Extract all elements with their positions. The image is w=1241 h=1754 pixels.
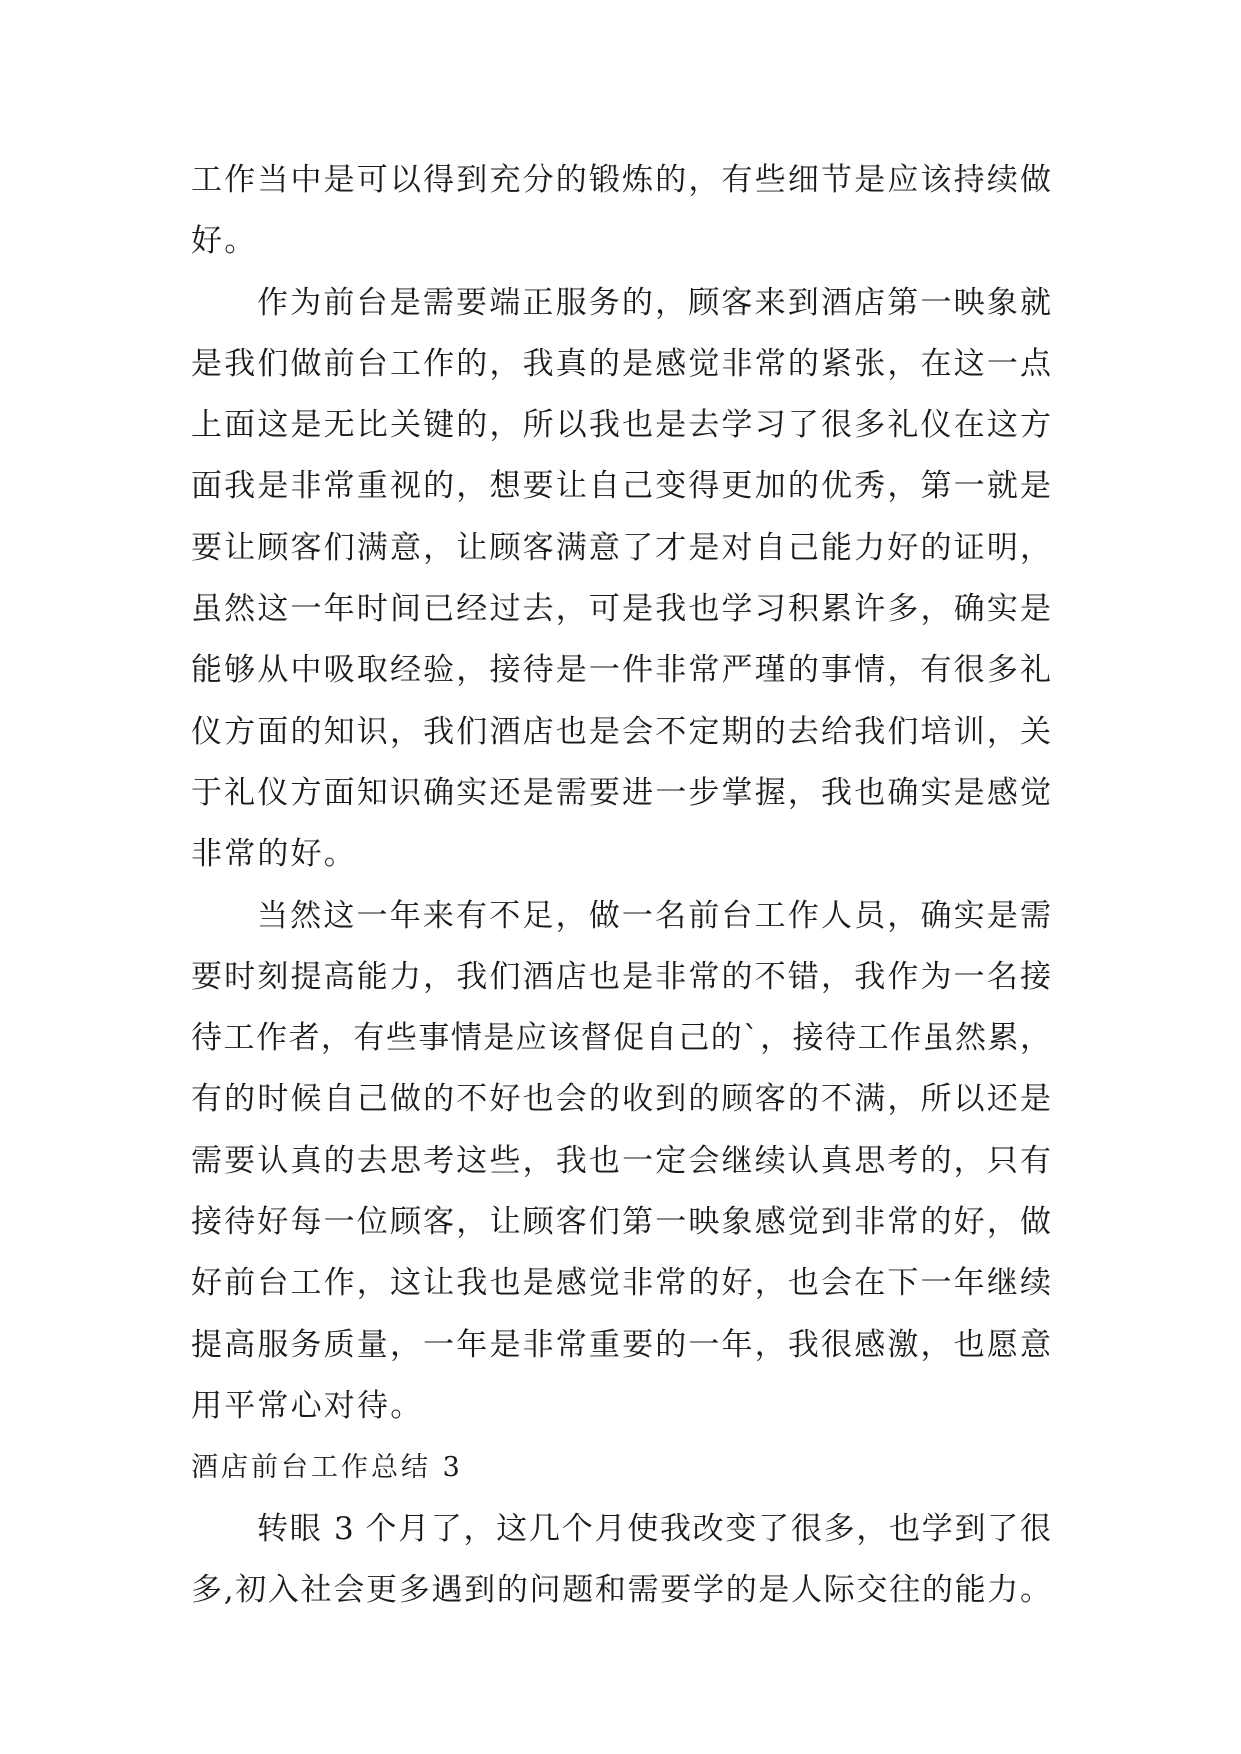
body-line: 仪方面的知识，我们酒店也是会不定期的去给我们培训，关	[191, 713, 1051, 750]
body-line: 能够从中吸取经验，接待是一件非常严瑾的事情，有很多礼	[191, 652, 1051, 689]
body-line: 有的时候自己做的不好也会的收到的顾客的不满，所以还是	[191, 1081, 1051, 1118]
body-line: 虽然这一年时间已经过去，可是我也学习积累许多，确实是	[191, 591, 1051, 628]
body-line: 需要认真的去思考这些，我也一定会继续认真思考的，只有	[191, 1142, 1051, 1179]
body-line: 提高服务质量，一年是非常重要的一年，我很感激，也愿意	[191, 1326, 1051, 1363]
body-line: 要让顾客们满意，让顾客满意了才是对自己能力好的证明，	[191, 529, 1051, 566]
body-line: 好。	[191, 223, 258, 260]
paragraph-first-line: 当然这一年来有不足，做一名前台工作人员，确实是需	[257, 897, 1051, 934]
body-line: 好前台工作，这让我也是感觉非常的好，也会在下一年继续	[191, 1265, 1051, 1302]
body-line: 待工作者，有些事情是应该督促自己的`，接待工作虽然累，	[191, 1020, 1051, 1057]
body-line: 是我们做前台工作的，我真的是感觉非常的紧张，在这一点	[191, 345, 1051, 382]
body-line: 上面这是无比关键的，所以我也是去学习了很多礼仪在这方	[191, 407, 1051, 444]
body-line: 于礼仪方面知识确实还是需要进一步掌握，我也确实是感觉	[191, 774, 1051, 811]
paragraph-first-line: 转眼 3 个月了，这几个月使我改变了很多，也学到了很	[257, 1510, 1051, 1547]
section-heading: 酒店前台工作总结 3	[191, 1452, 463, 1484]
body-line: 非常的好。	[191, 836, 357, 873]
body-line: 面我是非常重视的，想要让自己变得更加的优秀，第一就是	[191, 468, 1051, 505]
body-line: 接待好每一位顾客，让顾客们第一映象感觉到非常的好，做	[191, 1204, 1051, 1241]
body-line: 要时刻提高能力，我们酒店也是非常的不错，我作为一名接	[191, 958, 1051, 995]
body-line: 用平常心对待。	[191, 1387, 424, 1424]
document-body	[191, 150, 1051, 1621]
body-line: 多,初入社会更多遇到的问题和需要学的是人际交往的能力。	[191, 1571, 1051, 1608]
paragraph-first-line: 作为前台是需要端正服务的，顾客来到酒店第一映象就	[257, 284, 1051, 321]
body-line: 工作当中是可以得到充分的锻炼的，有些细节是应该持续做	[191, 162, 1051, 198]
